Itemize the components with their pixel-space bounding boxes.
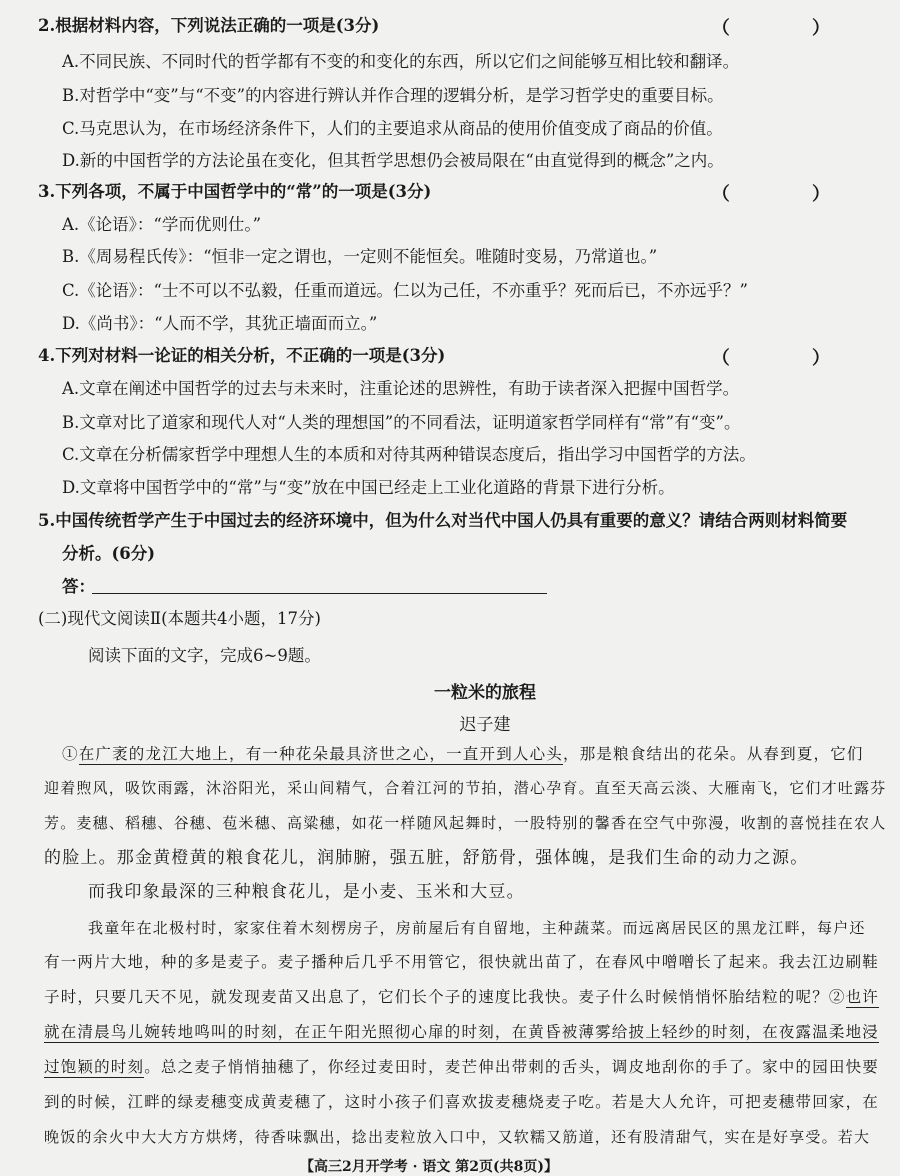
q3-option-b: B.《周易程氏传》：“恒非一定之谓也，一定则不能恒矣。唯随时变易，乃常道也。” bbox=[62, 247, 658, 266]
underlined-sentence-2a: 也许 bbox=[845, 988, 880, 1006]
para-marker-1: ① bbox=[62, 745, 79, 763]
essay-p3-line5 bbox=[44, 1055, 879, 1079]
essay-title: 一粒米的旅程 bbox=[434, 683, 536, 703]
essay-text: 。总之麦子悄悄抽穗了，你经过麦田时，麦芒伸出带刺的舌头，调皮地刮你的手了。家中的园田快要 bbox=[144, 1058, 880, 1076]
q3-answer-blank: （ ） bbox=[711, 184, 868, 205]
underlined-sentence-2c: 过饱颖的时刻 bbox=[44, 1058, 145, 1076]
essay-p3-line1: 我童年在北极村时，家家住着木刻楞房子，房前屋后有自留地，主种蔬菜。而远离居民区的黑龙江畔，每户还 bbox=[88, 919, 866, 937]
q5-answer-line bbox=[92, 593, 547, 594]
q5-answer-label: 答： bbox=[62, 577, 95, 596]
q4-option-c: C.文章在分析儒家哲学中理想人生的本质和对待其两种错误态度后，指出学习中国哲学的方法。 bbox=[62, 445, 756, 464]
q3-stem: 3.下列各项，不属于中国哲学中的“常”的一项是(3分) bbox=[38, 182, 432, 201]
q4-option-d: D.文章将中国哲学中的“常”与“变”放在中国已经走上工业化道路的背景下进行分析。 bbox=[62, 478, 675, 497]
essay-p3-line7: 晚饭的余火中大大方方烘烤，待香味飘出，捻出麦粒放入口中，又软糯又筋道，还有股清甜气，实在是好享受。若大 bbox=[44, 1128, 871, 1146]
essay-text: 子时，只要几天不见，就发现麦苗又出息了，它们长个子的速度比我快。麦子什么时候悄悄怀胎结粒的呢？ bbox=[44, 988, 829, 1006]
q2-stem: 2.根据材料内容，下列说法正确的一项是(3分) bbox=[38, 16, 380, 35]
essay-text: ，那是粮食结出的花朵。从春到夏，它们 bbox=[563, 745, 864, 763]
essay-p1-line1 bbox=[62, 742, 864, 766]
underlined-sentence-2b: 就在清晨鸟儿婉转地鸣叫的时刻，在正午阳光照彻心扉的时刻，在黄昏被薄雾给披上轻纱的时刻，在夜露温柔地浸 bbox=[44, 1023, 880, 1041]
q2-option-b: B.对哲学中“变”与“不变”的内容进行辨认并作合理的逻辑分析，是学习哲学史的重要目标。 bbox=[62, 86, 724, 105]
q5-stem-line2: 分析。(6分) bbox=[62, 544, 156, 563]
q2-answer-blank: （ ） bbox=[711, 18, 868, 39]
essay-p1-line2: 迎着煦风，吸饮雨露，沐浴阳光，采山间精气，合着江河的节拍，潜心孕育。直至天高云淡、大雁南飞，它们才吐露芬 bbox=[44, 779, 887, 797]
section-header: (二)现代文阅读Ⅱ(本题共4小题，17分) bbox=[38, 609, 321, 628]
essay-p1-line4: 的脸上。那金黄橙黄的粮食花儿，润肺腑，强五脏，舒筋骨，强体魄，是我们生命的动力之源。 bbox=[44, 848, 809, 868]
q2-option-c: C.马克思认为，在市场经济条件下，人们的主要追求从商品的使用价值变成了商品的价值。 bbox=[62, 119, 723, 138]
q3-option-c: C.《论语》：“士不可以不弘毅，任重而道远。仁以为己任，不亦重乎？死而后已，不亦远乎？” bbox=[62, 281, 748, 300]
q4-option-b: B.文章对比了道家和现代人对“人类的理想国”的不同看法，证明道家哲学同样有“常”有“变”。 bbox=[62, 413, 741, 432]
essay-author: 迟子建 bbox=[459, 715, 511, 735]
essay-p2: 而我印象最深的三种粮食花儿，是小麦、玉米和大豆。 bbox=[88, 882, 525, 902]
q3-option-d: D.《尚书》：“人而不学，其犹正墙面而立。” bbox=[62, 314, 378, 333]
essay-p3-line6: 到的时候，江畔的绿麦穗变成黄麦穗了，这时小孩子们喜欢拔麦穗烧麦子吃。若是大人允许，可把麦穗带回家，在 bbox=[44, 1093, 880, 1111]
para-marker-2: ② bbox=[828, 988, 846, 1006]
q4-option-a: A.文章在阐述中国哲学的过去与未来时，注重论述的思辨性，有助于读者深入把握中国哲学。 bbox=[62, 379, 740, 398]
q2-option-d: D.新的中国哲学的方法论虽在变化，但其哲学思想仍会被局限在“由直觉得到的概念”之内。 bbox=[62, 151, 724, 170]
section-instruction: 阅读下面的文字，完成6~9题。 bbox=[88, 646, 321, 665]
essay-p3-line3 bbox=[44, 985, 879, 1009]
q4-stem: 4.下列对材料一论证的相关分析，不正确的一项是(3分) bbox=[38, 346, 446, 365]
q5-stem-line1: 5.中国传统哲学产生于中国过去的经济环境中，但为什么对当代中国人仍具有重要的意义？请结合两则材料简要 bbox=[38, 511, 848, 530]
underlined-sentence-1: 在广袤的龙江大地上，有一种花朵最具济世之心，一直开到人心头 bbox=[78, 745, 564, 763]
q3-option-a: A.《论语》：“学而优则仕。” bbox=[62, 215, 262, 234]
essay-p3-line2: 有一两片大地，种的多是麦子。麦子播种后几乎不用管它，很快就出苗了，在春风中噌噌长了起来。我去江边刷鞋 bbox=[44, 953, 880, 971]
q2-option-a: A.不同民族、不同时代的哲学都有不变的和变化的东西，所以它们之间能够互相比较和翻译。 bbox=[62, 52, 740, 71]
essay-p3-line4 bbox=[44, 1020, 879, 1044]
page-footer: 【高三2月开学考 · 语文 第2页(共8页)】 bbox=[300, 1159, 558, 1175]
essay-p1-line3: 芳。麦穗、稻穗、谷穗、苞米穗、高粱穗，如花一样随风起舞时，一股特别的馨香在空气中弥漫，收割的喜悦挂在农人 bbox=[44, 814, 887, 832]
q4-answer-blank: （ ） bbox=[711, 348, 868, 369]
